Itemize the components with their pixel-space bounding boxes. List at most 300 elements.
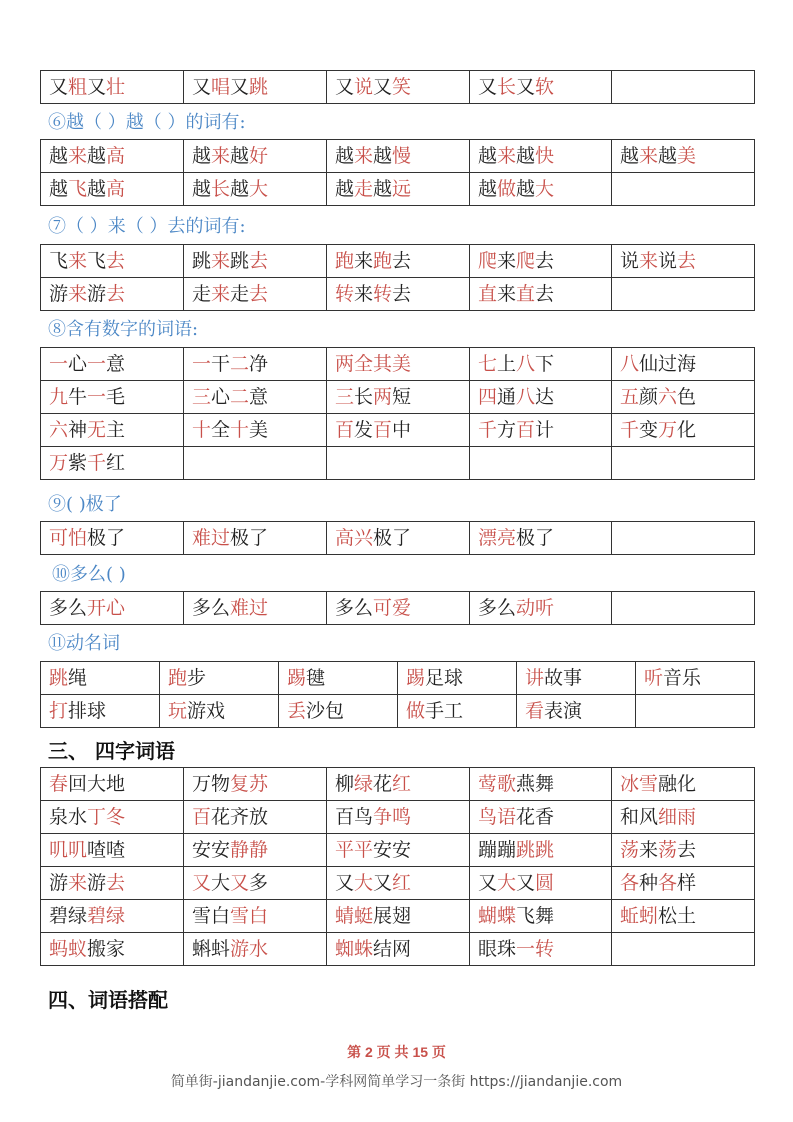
word-cell xyxy=(184,245,327,278)
word-segment: 游 xyxy=(49,283,69,305)
word-segment: 多么 xyxy=(49,597,88,619)
word-cell xyxy=(327,522,470,555)
table-duo-me xyxy=(40,591,755,625)
word-segment: 心 xyxy=(68,353,88,375)
word-segment: 来 xyxy=(354,283,374,305)
word-segment: 百 xyxy=(335,419,355,441)
word-segment: 又 xyxy=(192,872,212,894)
word-segment: 软 xyxy=(535,76,555,98)
word-cell xyxy=(612,381,755,414)
word-segment: 一 xyxy=(192,353,212,375)
word-segment: 飞 xyxy=(68,178,88,200)
word-cell xyxy=(612,348,755,381)
word-cell xyxy=(327,768,470,801)
word-segment: 短 xyxy=(392,386,412,408)
word-cell xyxy=(41,933,184,966)
table-yue xyxy=(40,139,755,206)
word-segment: 三 xyxy=(335,386,355,408)
site-footer: 简单街-jiandanjie.com-学科网简单学习一条街 https://jiandanjie.com xyxy=(170,1074,623,1090)
word-segment: 蚂蚁 xyxy=(49,938,88,960)
word-cell xyxy=(470,381,612,414)
word-segment: 越 xyxy=(516,145,536,167)
word-cell xyxy=(612,245,755,278)
word-segment: 飞 xyxy=(49,250,69,272)
word-segment: 跑 xyxy=(168,667,188,689)
word-segment: 沙包 xyxy=(306,700,345,722)
word-cell xyxy=(41,173,184,206)
word-segment: 越 xyxy=(335,178,355,200)
word-segment: 化 xyxy=(677,419,697,441)
word-segment: 莺歌 xyxy=(478,773,517,795)
word-segment: 多么 xyxy=(192,597,231,619)
word-segment: 步 xyxy=(187,667,207,689)
word-segment: 又 xyxy=(373,872,393,894)
word-segment: 净 xyxy=(249,353,269,375)
word-segment: 蜻蜓 xyxy=(335,905,374,927)
word-segment: 美 xyxy=(249,419,269,441)
word-segment: 又 xyxy=(230,872,250,894)
table-row xyxy=(41,245,755,278)
heading-verb-noun: ⑪动名词 xyxy=(48,633,120,654)
word-cell xyxy=(41,447,184,480)
word-segment: 二 xyxy=(230,386,250,408)
word-segment: 去 xyxy=(535,250,555,272)
word-segment: 百 xyxy=(516,419,536,441)
table-lai-qu xyxy=(40,244,755,311)
word-segment: 荡 xyxy=(620,839,640,861)
word-segment: 越 xyxy=(87,145,107,167)
word-segment: 十 xyxy=(192,419,212,441)
word-segment: 说 xyxy=(354,76,374,98)
word-segment: 难过 xyxy=(192,527,231,549)
word-segment: 去 xyxy=(677,250,697,272)
word-segment: 走 xyxy=(192,283,212,305)
word-segment: 越 xyxy=(230,178,250,200)
word-segment: 慢 xyxy=(392,145,412,167)
word-segment: 来 xyxy=(639,250,659,272)
word-cell xyxy=(327,245,470,278)
word-segment: 心 xyxy=(211,386,231,408)
word-segment: 说 xyxy=(658,250,678,272)
word-cell xyxy=(184,933,327,966)
word-segment: 直 xyxy=(478,283,498,305)
word-segment: 走 xyxy=(230,283,250,305)
word-segment: 去 xyxy=(106,872,126,894)
word-cell xyxy=(41,695,160,728)
word-cell xyxy=(41,140,184,173)
word-segment: 七 xyxy=(478,353,498,375)
section-collocation: 四、词语搭配 xyxy=(48,988,168,1012)
word-segment: 两 xyxy=(373,386,393,408)
word-cell xyxy=(41,245,184,278)
word-cell xyxy=(41,348,184,381)
word-segment: 去 xyxy=(535,283,555,305)
word-segment: 一 xyxy=(49,353,69,375)
word-cell xyxy=(398,662,517,695)
word-segment: 游水 xyxy=(230,938,269,960)
word-segment: 融化 xyxy=(658,773,697,795)
word-cell xyxy=(470,768,612,801)
word-segment: 快 xyxy=(535,145,555,167)
word-segment: 来 xyxy=(639,145,659,167)
table-ji-le xyxy=(40,521,755,555)
word-cell xyxy=(184,592,327,625)
word-segment: 越 xyxy=(87,178,107,200)
word-cell xyxy=(327,933,470,966)
word-cell xyxy=(470,140,612,173)
word-segment: 越 xyxy=(373,145,393,167)
word-segment: 神 xyxy=(68,419,88,441)
table-verb-noun xyxy=(40,661,755,728)
word-segment: 各 xyxy=(620,872,640,894)
word-cell xyxy=(470,71,612,104)
word-segment: 复苏 xyxy=(230,773,269,795)
word-segment: 唱 xyxy=(211,76,231,98)
word-cell xyxy=(470,867,612,900)
word-segment: 一 xyxy=(87,386,107,408)
word-segment: 圆 xyxy=(535,872,555,894)
word-cell xyxy=(327,900,470,933)
word-cell xyxy=(327,278,470,311)
word-segment: 来 xyxy=(354,250,374,272)
word-segment: 千 xyxy=(620,419,640,441)
word-cell xyxy=(612,834,755,867)
word-cell xyxy=(41,278,184,311)
word-cell xyxy=(470,348,612,381)
word-cell xyxy=(612,801,755,834)
word-segment: 又 xyxy=(373,76,393,98)
word-segment: 仙过海 xyxy=(639,353,697,375)
word-segment: 越 xyxy=(335,145,355,167)
word-segment: 丁冬 xyxy=(87,806,126,828)
word-segment: 鸟语 xyxy=(478,806,517,828)
word-segment: 又 xyxy=(49,76,69,98)
table-row xyxy=(41,173,755,206)
word-cell xyxy=(470,801,612,834)
word-cell xyxy=(470,414,612,447)
word-cell xyxy=(184,414,327,447)
word-segment: 回大地 xyxy=(68,773,126,795)
word-segment: 越 xyxy=(478,145,498,167)
empty-cell xyxy=(612,592,755,625)
word-segment: 跳 xyxy=(49,667,69,689)
word-segment: 又 xyxy=(87,76,107,98)
word-segment: 通 xyxy=(497,386,517,408)
word-segment: 主 xyxy=(106,419,126,441)
word-segment: 跳 xyxy=(230,250,250,272)
word-segment: 笑 xyxy=(392,76,412,98)
word-segment: 万 xyxy=(658,419,678,441)
word-segment: 蚯蚓 xyxy=(620,905,659,927)
word-cell xyxy=(184,278,327,311)
word-segment: 中 xyxy=(392,419,412,441)
word-segment: 花齐放 xyxy=(211,806,269,828)
word-segment: 多 xyxy=(249,872,269,894)
word-segment: 喳喳 xyxy=(87,839,126,861)
word-segment: 好 xyxy=(249,145,269,167)
table-row xyxy=(41,900,755,933)
word-segment: 各 xyxy=(658,872,678,894)
word-segment: 游戏 xyxy=(187,700,226,722)
table-row xyxy=(41,414,755,447)
word-cell xyxy=(41,592,184,625)
word-cell xyxy=(184,173,327,206)
word-cell xyxy=(612,768,755,801)
word-cell xyxy=(41,768,184,801)
word-cell xyxy=(470,173,612,206)
word-segment: 结网 xyxy=(373,938,412,960)
word-cell xyxy=(41,381,184,414)
word-segment: 又 xyxy=(230,76,250,98)
word-cell xyxy=(327,867,470,900)
word-cell xyxy=(612,140,755,173)
heading-duo-me: ⑩多么( ) xyxy=(52,564,126,585)
word-segment: 六 xyxy=(658,386,678,408)
word-segment: 手工 xyxy=(425,700,464,722)
table-row xyxy=(41,801,755,834)
word-segment: 高 xyxy=(106,145,126,167)
word-segment: 意 xyxy=(106,353,126,375)
word-segment: 牛 xyxy=(68,386,88,408)
word-segment: 越 xyxy=(49,145,69,167)
word-segment: 柳 xyxy=(335,773,355,795)
word-segment: 搬家 xyxy=(87,938,126,960)
word-segment: 长 xyxy=(354,386,374,408)
word-cell xyxy=(612,900,755,933)
word-segment: 冰雪 xyxy=(620,773,659,795)
empty-cell xyxy=(636,695,755,728)
table-row xyxy=(41,592,755,625)
word-segment: 千 xyxy=(478,419,498,441)
word-segment: 发 xyxy=(354,419,374,441)
word-segment: 红 xyxy=(392,872,412,894)
word-segment: 平平 xyxy=(335,839,374,861)
table-row xyxy=(41,278,755,311)
word-segment: 色 xyxy=(677,386,697,408)
word-segment: 红 xyxy=(106,452,126,474)
empty-cell xyxy=(184,447,327,480)
word-segment: 样 xyxy=(677,872,697,894)
word-segment: 来 xyxy=(211,283,231,305)
table-row xyxy=(41,768,755,801)
word-cell xyxy=(517,695,636,728)
word-segment: 花 xyxy=(373,773,393,795)
word-segment: 春 xyxy=(49,773,69,795)
word-segment: 干 xyxy=(211,353,231,375)
word-cell xyxy=(160,662,279,695)
word-segment: 来 xyxy=(497,145,517,167)
word-segment: 松土 xyxy=(658,905,697,927)
word-segment: 跳 xyxy=(249,76,269,98)
word-cell xyxy=(41,900,184,933)
word-cell xyxy=(517,662,636,695)
word-segment: 长 xyxy=(497,76,517,98)
word-segment: 大 xyxy=(535,178,555,200)
word-cell xyxy=(41,522,184,555)
word-cell xyxy=(41,801,184,834)
word-segment: 打 xyxy=(49,700,69,722)
word-segment: 爬 xyxy=(516,250,536,272)
word-segment: 越 xyxy=(192,178,212,200)
word-segment: 又 xyxy=(478,76,498,98)
word-segment: 花香 xyxy=(516,806,555,828)
word-segment: 无 xyxy=(87,419,107,441)
word-cell xyxy=(327,348,470,381)
word-cell xyxy=(327,71,470,104)
word-segment: 雪白 xyxy=(192,905,231,927)
empty-cell xyxy=(470,447,612,480)
word-cell xyxy=(612,867,755,900)
word-segment: 爬 xyxy=(478,250,498,272)
word-segment: 来 xyxy=(68,250,88,272)
word-cell xyxy=(470,522,612,555)
word-segment: 动听 xyxy=(516,597,555,619)
table-top-you xyxy=(40,70,755,104)
empty-cell xyxy=(327,447,470,480)
word-segment: 蹦蹦 xyxy=(478,839,517,861)
word-segment: 来 xyxy=(68,283,88,305)
word-cell xyxy=(41,662,160,695)
word-segment: 去 xyxy=(106,283,126,305)
word-segment: 排球 xyxy=(68,700,107,722)
word-segment: 极了 xyxy=(230,527,269,549)
word-segment: 听 xyxy=(644,667,664,689)
word-segment: 五 xyxy=(620,386,640,408)
empty-cell xyxy=(612,933,755,966)
heading-ji-le: ⑨( )极了 xyxy=(48,494,122,515)
word-segment: 踢 xyxy=(287,667,307,689)
word-cell xyxy=(327,592,470,625)
word-segment: 足球 xyxy=(425,667,464,689)
table-row xyxy=(41,348,755,381)
word-segment: 去 xyxy=(106,250,126,272)
word-segment: 二 xyxy=(230,353,250,375)
table-numbers xyxy=(40,347,755,480)
word-cell xyxy=(41,834,184,867)
word-segment: 来 xyxy=(68,145,88,167)
word-segment: 绳 xyxy=(68,667,88,689)
word-segment: 高兴 xyxy=(335,527,374,549)
word-segment: 游 xyxy=(87,872,107,894)
word-segment: 绿 xyxy=(354,773,374,795)
word-segment: 种 xyxy=(639,872,659,894)
word-segment: 去 xyxy=(392,250,412,272)
word-segment: 粗 xyxy=(68,76,88,98)
word-segment: 极了 xyxy=(516,527,555,549)
word-segment: 游 xyxy=(49,872,69,894)
word-segment: 玩 xyxy=(168,700,188,722)
word-cell xyxy=(327,801,470,834)
word-segment: 一 xyxy=(87,353,107,375)
word-segment: 可怕 xyxy=(49,527,88,549)
word-segment: 大 xyxy=(354,872,374,894)
word-segment: 燕舞 xyxy=(516,773,555,795)
table-row xyxy=(41,447,755,480)
word-segment: 来 xyxy=(211,250,231,272)
word-segment: 越 xyxy=(658,145,678,167)
word-cell xyxy=(184,834,327,867)
page-number: 第 2 页 共 15 页 xyxy=(347,1044,446,1060)
word-segment: 千 xyxy=(87,452,107,474)
word-segment: 静静 xyxy=(230,839,269,861)
word-cell xyxy=(279,662,398,695)
word-segment: 眼珠 xyxy=(478,938,517,960)
word-segment: 万 xyxy=(49,452,69,474)
word-segment: 蝌蚪 xyxy=(192,938,231,960)
table-row xyxy=(41,867,755,900)
table-four-char xyxy=(40,767,755,966)
word-cell xyxy=(184,801,327,834)
word-segment: 叽叽 xyxy=(49,839,88,861)
word-segment: 一转 xyxy=(516,938,555,960)
word-cell xyxy=(184,71,327,104)
word-cell xyxy=(470,933,612,966)
word-segment: 全其美 xyxy=(354,353,412,375)
word-segment: 跑 xyxy=(373,250,393,272)
word-segment: 越 xyxy=(516,178,536,200)
word-segment: 越 xyxy=(230,145,250,167)
word-segment: 游 xyxy=(87,283,107,305)
word-segment: 又 xyxy=(335,872,355,894)
table-row xyxy=(41,662,755,695)
table-row xyxy=(41,933,755,966)
word-segment: 越 xyxy=(192,145,212,167)
word-segment: 来 xyxy=(639,839,659,861)
word-segment: 来 xyxy=(497,283,517,305)
word-segment: 和风 xyxy=(620,806,659,828)
word-segment: 红 xyxy=(392,773,412,795)
word-segment: 大 xyxy=(249,178,269,200)
word-segment: 又 xyxy=(516,76,536,98)
word-segment: 泉水 xyxy=(49,806,88,828)
word-segment: 百 xyxy=(373,419,393,441)
word-segment: 跑 xyxy=(335,250,355,272)
table-row xyxy=(41,71,755,104)
word-segment: 上 xyxy=(497,353,517,375)
word-cell xyxy=(41,867,184,900)
word-segment: 故事 xyxy=(544,667,583,689)
word-segment: 越 xyxy=(49,178,69,200)
word-cell xyxy=(327,414,470,447)
word-cell xyxy=(184,768,327,801)
word-segment: 安安 xyxy=(192,839,231,861)
word-segment: 丢 xyxy=(287,700,307,722)
table-row xyxy=(41,381,755,414)
empty-cell xyxy=(612,278,755,311)
word-cell xyxy=(398,695,517,728)
heading-lai-qu: ⑦（ ）来（ ）去的词有: xyxy=(48,216,246,237)
word-segment: 音乐 xyxy=(663,667,702,689)
word-segment: 八 xyxy=(516,353,536,375)
word-segment: 可爱 xyxy=(373,597,412,619)
word-segment: 又 xyxy=(516,872,536,894)
word-cell xyxy=(160,695,279,728)
empty-cell xyxy=(612,71,755,104)
word-segment: 争鸣 xyxy=(373,806,412,828)
word-segment: 百 xyxy=(192,806,212,828)
word-segment: 做 xyxy=(406,700,426,722)
word-cell xyxy=(184,348,327,381)
word-segment: 高 xyxy=(106,178,126,200)
table-row xyxy=(41,140,755,173)
word-segment: 达 xyxy=(535,386,555,408)
word-cell xyxy=(184,381,327,414)
table-row xyxy=(41,522,755,555)
word-segment: 跳 xyxy=(192,250,212,272)
word-cell xyxy=(184,867,327,900)
word-segment: 极了 xyxy=(373,527,412,549)
word-segment: 八 xyxy=(516,386,536,408)
